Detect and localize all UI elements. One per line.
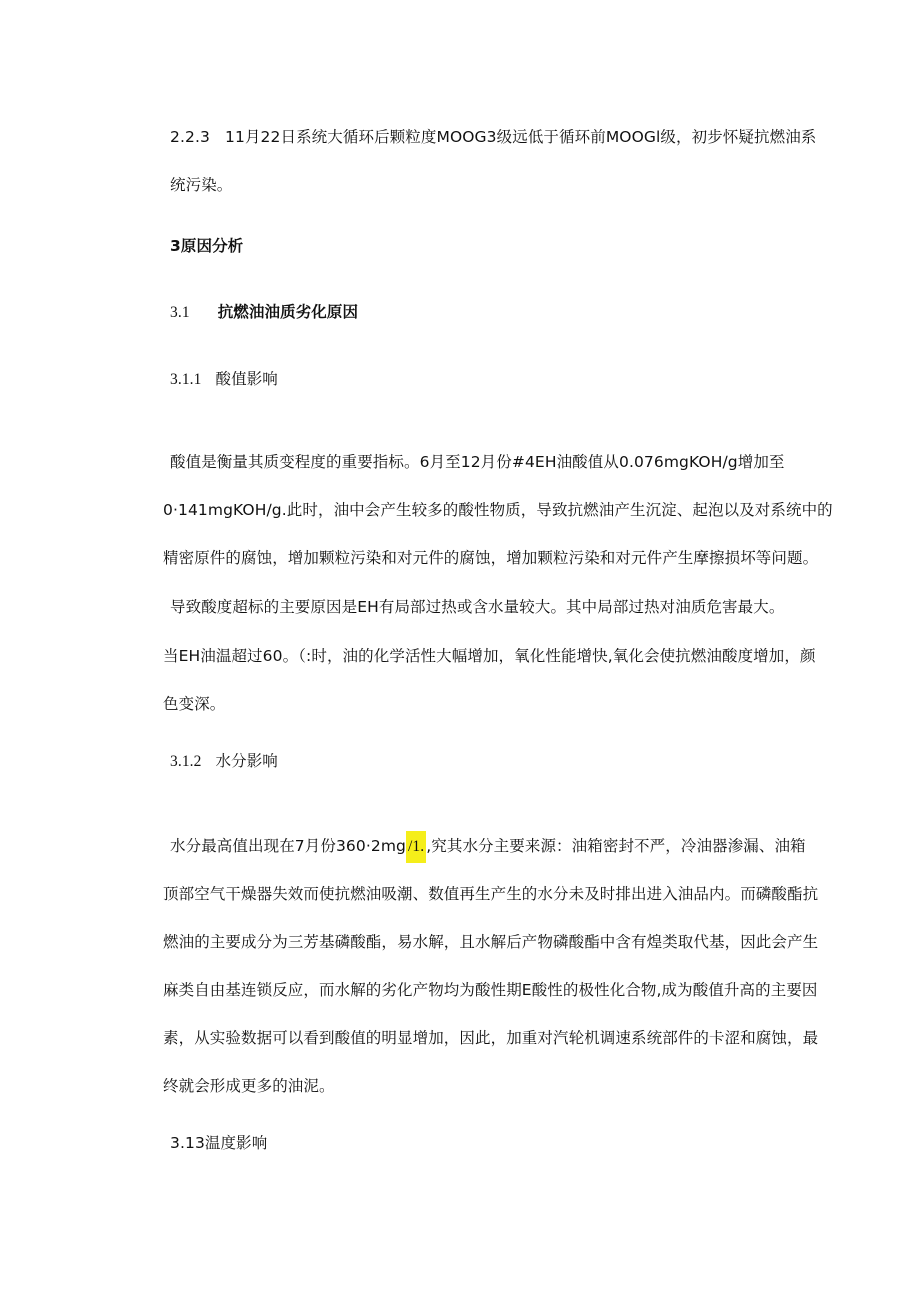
section-2-2-3-line-1: 2.2.3 11月22日系统大循环后颗粒度MOOG3级远低于循环前MOOGl级，初步怀疑抗燃油系 [170,128,817,146]
cause-paragraph-line-1: 导致酸度超标的主要原因是EH有局部过热或含水量较大。其中局部过热对油质危害最大。 [170,598,785,616]
section-3-1-1-title: 酸值影响 [215,370,278,388]
section-2-2-3-line-2: 统污染。 [170,176,233,194]
acid-paragraph-line-2: 0·141mgKOH∕g.此时，油中会产生较多的酸性物质，导致抗燃油产生沉淀、起泡以及对系统中的 [163,501,833,519]
water-line-1-end: ,究其水分主要来源：油箱密封不严，冷油器渗漏、油箱 [426,837,806,855]
section-3-1-1-number: 3.1.1 [170,371,202,388]
section-3-1-heading [170,302,358,323]
acid-paragraph-line-1: 酸值是衡量其质变程度的重要指标。6月至12月份#4EH油酸值从0.076mgKOH∕g增加至 [170,453,785,471]
water-paragraph-line-2: 顶部空气干燥器失效而使抗燃油吸潮、数值再生产生的水分未及时排出进入油品内。而磷酸酯抗 [163,885,819,903]
cause-paragraph-line-3: 色变深。 [163,695,226,713]
section-3-1-1-heading [170,369,278,390]
section-3-1-2-title: 水分影响 [215,752,278,770]
section-3-1-number: 3.1 [170,304,190,321]
cause-paragraph-line-2: 当EH油温超过60。（:时，油的化学活性大幅增加，氧化性能增快,氧化会使抗燃油酸度增加，颜 [163,647,816,665]
section-3-1-3-heading: 3.13温度影响 [170,1134,268,1152]
water-paragraph-line-1 [170,836,806,857]
water-paragraph-line-6: 终就会形成更多的油泥。 [163,1077,335,1095]
section-3-1-2-number: 3.1.2 [170,753,202,770]
section-3-1-2-heading [170,751,278,772]
acid-paragraph-line-3: 精密原件的腐蚀，增加颗粒污染和对元件的腐蚀，增加颗粒污染和对元件产生摩擦损坏等问题。 [163,549,819,567]
highlighted-text: /1. [406,831,426,863]
section-3-1-title: 抗燃油油质劣化原因 [217,303,359,321]
water-paragraph-line-5: 素，从实验数据可以看到酸值的明显增加，因此，加重对汽轮机调速系统部件的卡涩和腐蚀，最 [163,1029,819,1047]
water-line-1-start: 水分最高值出现在7月份360·2mg [170,837,406,855]
water-paragraph-line-3: 燃油的主要成分为三芳基磷酸酯，易水解，且水解后产物磷酸酯中含有煌类取代基，因此会产生 [163,933,819,951]
water-paragraph-line-4: 麻类自由基连锁反应，而水解的劣化产物均为酸性期E酸性的极性化合物,成为酸值升高的主要因 [163,981,818,999]
section-3-heading: 3原因分析 [170,237,244,255]
